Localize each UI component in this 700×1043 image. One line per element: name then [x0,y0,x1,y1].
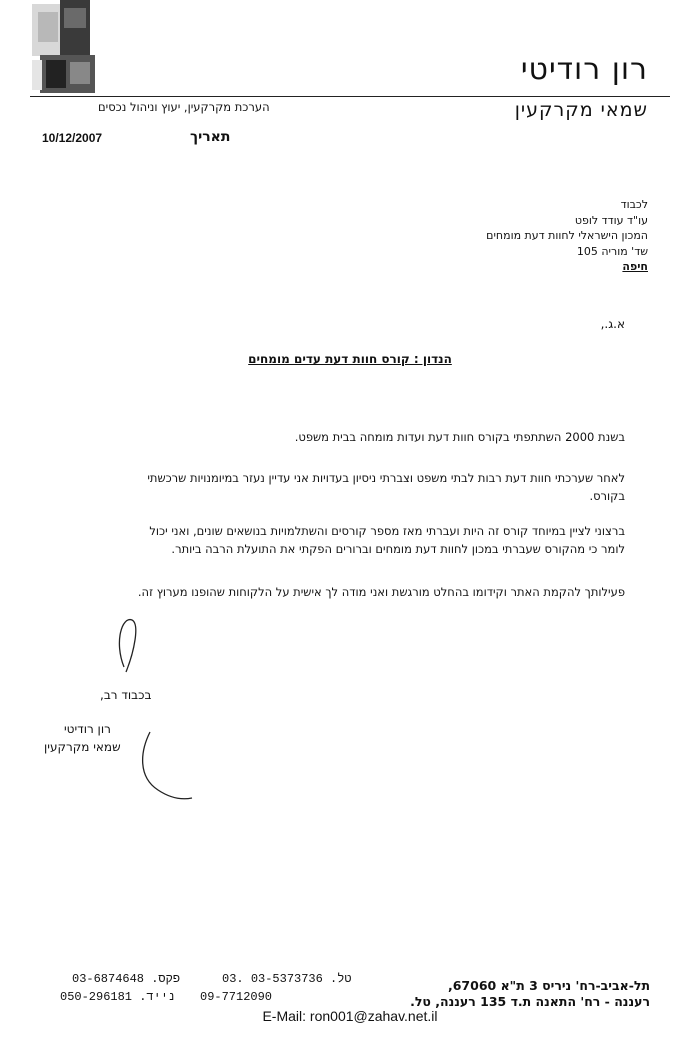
signatory-title: שמאי מקרקעין [44,740,121,754]
date-label: תאריך [190,129,231,145]
footer-raanana-phone: 09-7712090 [200,990,273,1004]
body-paragraph-1 [185,428,625,446]
footer-telaviv-address: תל-אביב-רח' ניריס 3 ת"א 67060, [447,978,650,993]
paragraph-line: פעילותך להקמת האתר וקידומו בהחלט מורגשת ואני מודה לך אישית על הלקוחות שהופנו מערוץ זה. [137,585,625,599]
greeting: א.ג., [600,317,625,331]
letterhead-profession: שמאי מקרקעין [514,99,648,121]
addressee-name: עו"ד עודד לופט [574,213,648,227]
footer-telaviv-phone: טל. 03-5373736 .03 [222,972,352,986]
addressee-salutation: לכבוד [620,198,648,211]
signatory-name: רון רודיטי [64,722,111,736]
subject-line: הנדון : קורס חוות דעת עדים מומחים [248,352,452,366]
letterhead-services: הערכת מקרקעין, יעוץ וניהול נכסים [98,100,270,114]
paragraph-line: בשנת 2000 השתתפתי בקורס חוות דעת ועדות מומחה בבית משפט. [294,430,625,444]
body-paragraph-4 [30,583,625,601]
addressee-organization: המכון הישראלי לחוות דעת מומחים [486,229,648,242]
closing-salutation: בכבוד רב, [100,688,152,702]
body-paragraph-3 [30,522,625,558]
paragraph-line: ברצוני לציין במיוחד קורס זה היות ועברתי מאז מספר קורסים והשתלמויות בנושאים שונים, ואני יכול [149,524,625,538]
footer-fax: 03-6874648 .פקס [72,972,181,986]
abstract-squares-logo [30,0,100,95]
footer-email: E-Mail: ron001@zahav.net.il [262,1008,438,1024]
paragraph-line: לאחר שערכתי חוות דעת רבות לבתי משפט וצברתי ניסיון בעדויות אני עדיין נעזר במיומנויות שרכשתי [147,471,625,485]
handwritten-signature [110,612,200,807]
letterhead-rule [30,96,670,97]
paragraph-line: לומר כי מהקורס שעברתי במכון לחוות דעת מומחים וברורים הפקתי את התועלת הרבה ביותר. [171,542,625,556]
paragraph-line: בקורס. [589,489,625,503]
footer-mobile: 050-296181 .נייד [60,990,176,1004]
footer-raanana-address: רעננה - רח' התאנה ת.ד 135 רעננה, טל. [410,994,650,1009]
letterhead-name: רון רודיטי [520,52,648,87]
addressee-city: חיפה [622,260,648,273]
addressee-block [486,197,648,275]
date-value: 10/12/2007 [42,131,103,145]
body-paragraph-2 [30,469,625,505]
addressee-street: שד' מוריה 105 [576,244,648,258]
